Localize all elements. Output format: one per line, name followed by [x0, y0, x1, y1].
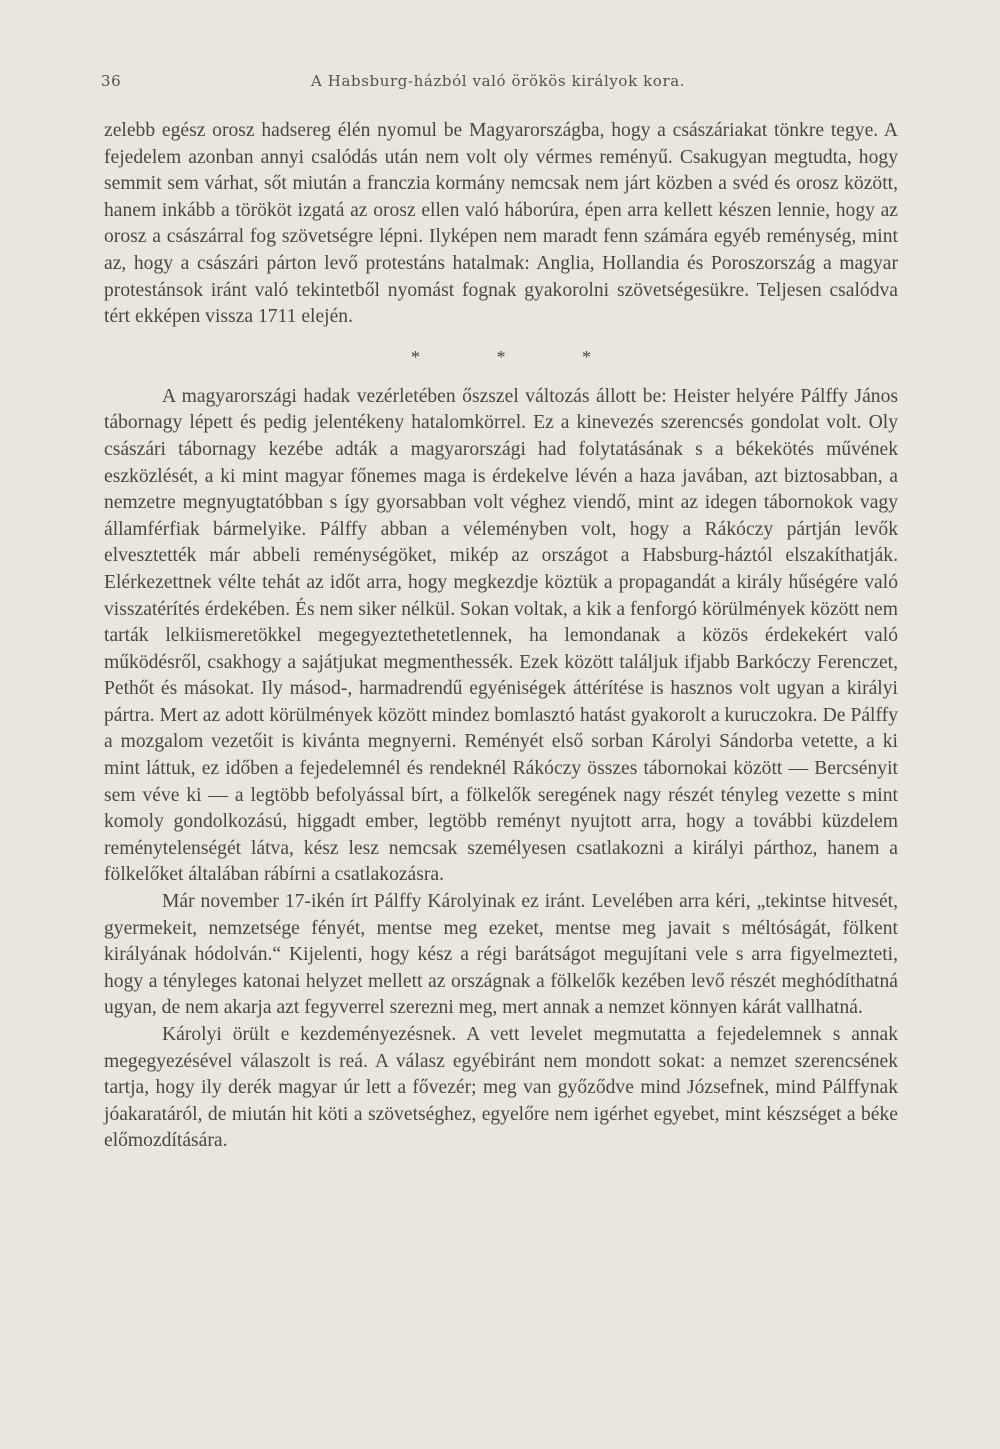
- paragraph-2: A magyarországi hadak vezérletében őszszel változás állott be: Heister helyére Pálffy János tábornagy lépett és pedig jelentékeny hatalomkörrel. Ez a kinevezés szerencsés gondolat volt. Oly császári tábornagy kezébe adták a magyarországi had folytatásának s a békekötés művének eszközlését, a ki mint magyar főnemes maga is érdekelve lévén a haza javában, azt biztosabban, a nemzetre megnyugtatóbban s így gyorsabban volt véghez viendő, mint az idegen tábornokok vagy államférfiak bármelyike. Pálffy abban a véleményben volt, hogy a Rákóczy pártján levők elvesztették már abbeli reménységöket, mikép az országot a Habsburg-háztól elszakíthatják. Elérkezettnek vélte tehát az időt arra, hogy megkezdje köztük a propagandát a király hűségére való visszatérítés érdekében. És nem siker nélkül. Sokan voltak, a kik a fenforgó körülmények között nem tarták lelkiismeretökkel megegyeztethetetlennek, ha lemondanak a közös érdekekért való működésről, csakhogy a sajátjukat megmenthessék. Ezek között találjuk ifjabb Barkóczy Ferenczet, Pethőt és másokat. Ily másod-, harmadrendű egyéniségek áttérítése is hasznos volt ugyan a királyi pártra. Mert az adott körülmények között mindez bomlasztó hatást gyakorolt a kuruczokra. De Pálffy a mozgalom vezetőit is kivánta megnyerni. Reményét első sorban Károlyi Sándorba vetette, a ki mint láttuk, ez időben a fejedelemnél és rendeknél Rákóczy összes tábornokai között — Bercsényit sem véve ki — a legtöbb befolyással bírt, a fölkelők seregének nagy részét tényleg vezette s mint komoly gondolkozású, higgadt ember, legtöbb reményt nyujtott arra, hogy a további küzdelem reménytelenségét látva, kész lesz nemcsak személyesen csatlakozni a királyi párthoz, hanem a fölkelőket általában rábírni a csatlakozásra.: [104, 385, 898, 886]
- paragraph-4: Károlyi örült e kezdeményezésnek. A vett levelet megmutatta a fejedelemnek s annak megegyezésével válaszolt is reá. A válasz egyébiránt nem mondott sokat: a nemzet szerencsének tartja, hogy ily derék magyar úr lett a fővezér; meg van győződve mind Józsefnek, mind Pálffynak jóakaratáról, de miután hit köti a szövetséghez, egyelőre nem igérhet egyebet, mint készséget a béke előmozdítására.: [104, 1024, 898, 1152]
- page-header: [101, 72, 901, 102]
- body-text: [104, 118, 898, 1155]
- page-number: 36: [101, 72, 122, 90]
- running-title: A Habsburg-házból való örökös királyok kora.: [311, 72, 686, 90]
- section-separator: * * *: [411, 346, 627, 367]
- paragraph-3: Már november 17-ikén írt Pálffy Károlyinak ez iránt. Levelében arra kéri, „tekintse hitvesét, gyermekeit, nemzetsége fényét, mentse meg ezeket, mentse meg javait s méltóságát, fölkent királyának hódolván.“ Kijelenti, hogy kész a régi barátságot megujítani vele s arra figyelmezteti, hogy a tényleges katonai helyzet mellett az országnak a fölkelők kezében levő részét meghódíthatná ugyan, de nem akarja azt fegyverrel szerezni meg, mert annak a nemzet könnyen kárát vallhatná.: [104, 891, 898, 1019]
- paragraph-1: zelebb egész orosz hadsereg élén nyomul be Magyarországba, hogy a császáriakat tönkre tegye. A fejedelem azonban annyi csalódás után nem volt oly vérmes reményű. Csakugyan megtudta, hogy semmit sem várhat, sőt miután a franczia kormány nemcsak nem járt közben a svéd és orosz között, hanem inkább a törököt izgatá az orosz ellen való háborúra, épen arra kellett készen lennie, hogy az orosz a császárral fog szövetségre lépni. Ilyképen nem maradt fenn számára egyéb reménység, mint az, hogy a császári párton levő protestáns hatalmak: Anglia, Hollandia és Poroszország a magyar protestánsok iránt való tekintetből nyomást fognak gyakorolni szövetségesükre. Teljesen csalódva tért ekképen vissza 1711 elején.: [104, 120, 898, 328]
